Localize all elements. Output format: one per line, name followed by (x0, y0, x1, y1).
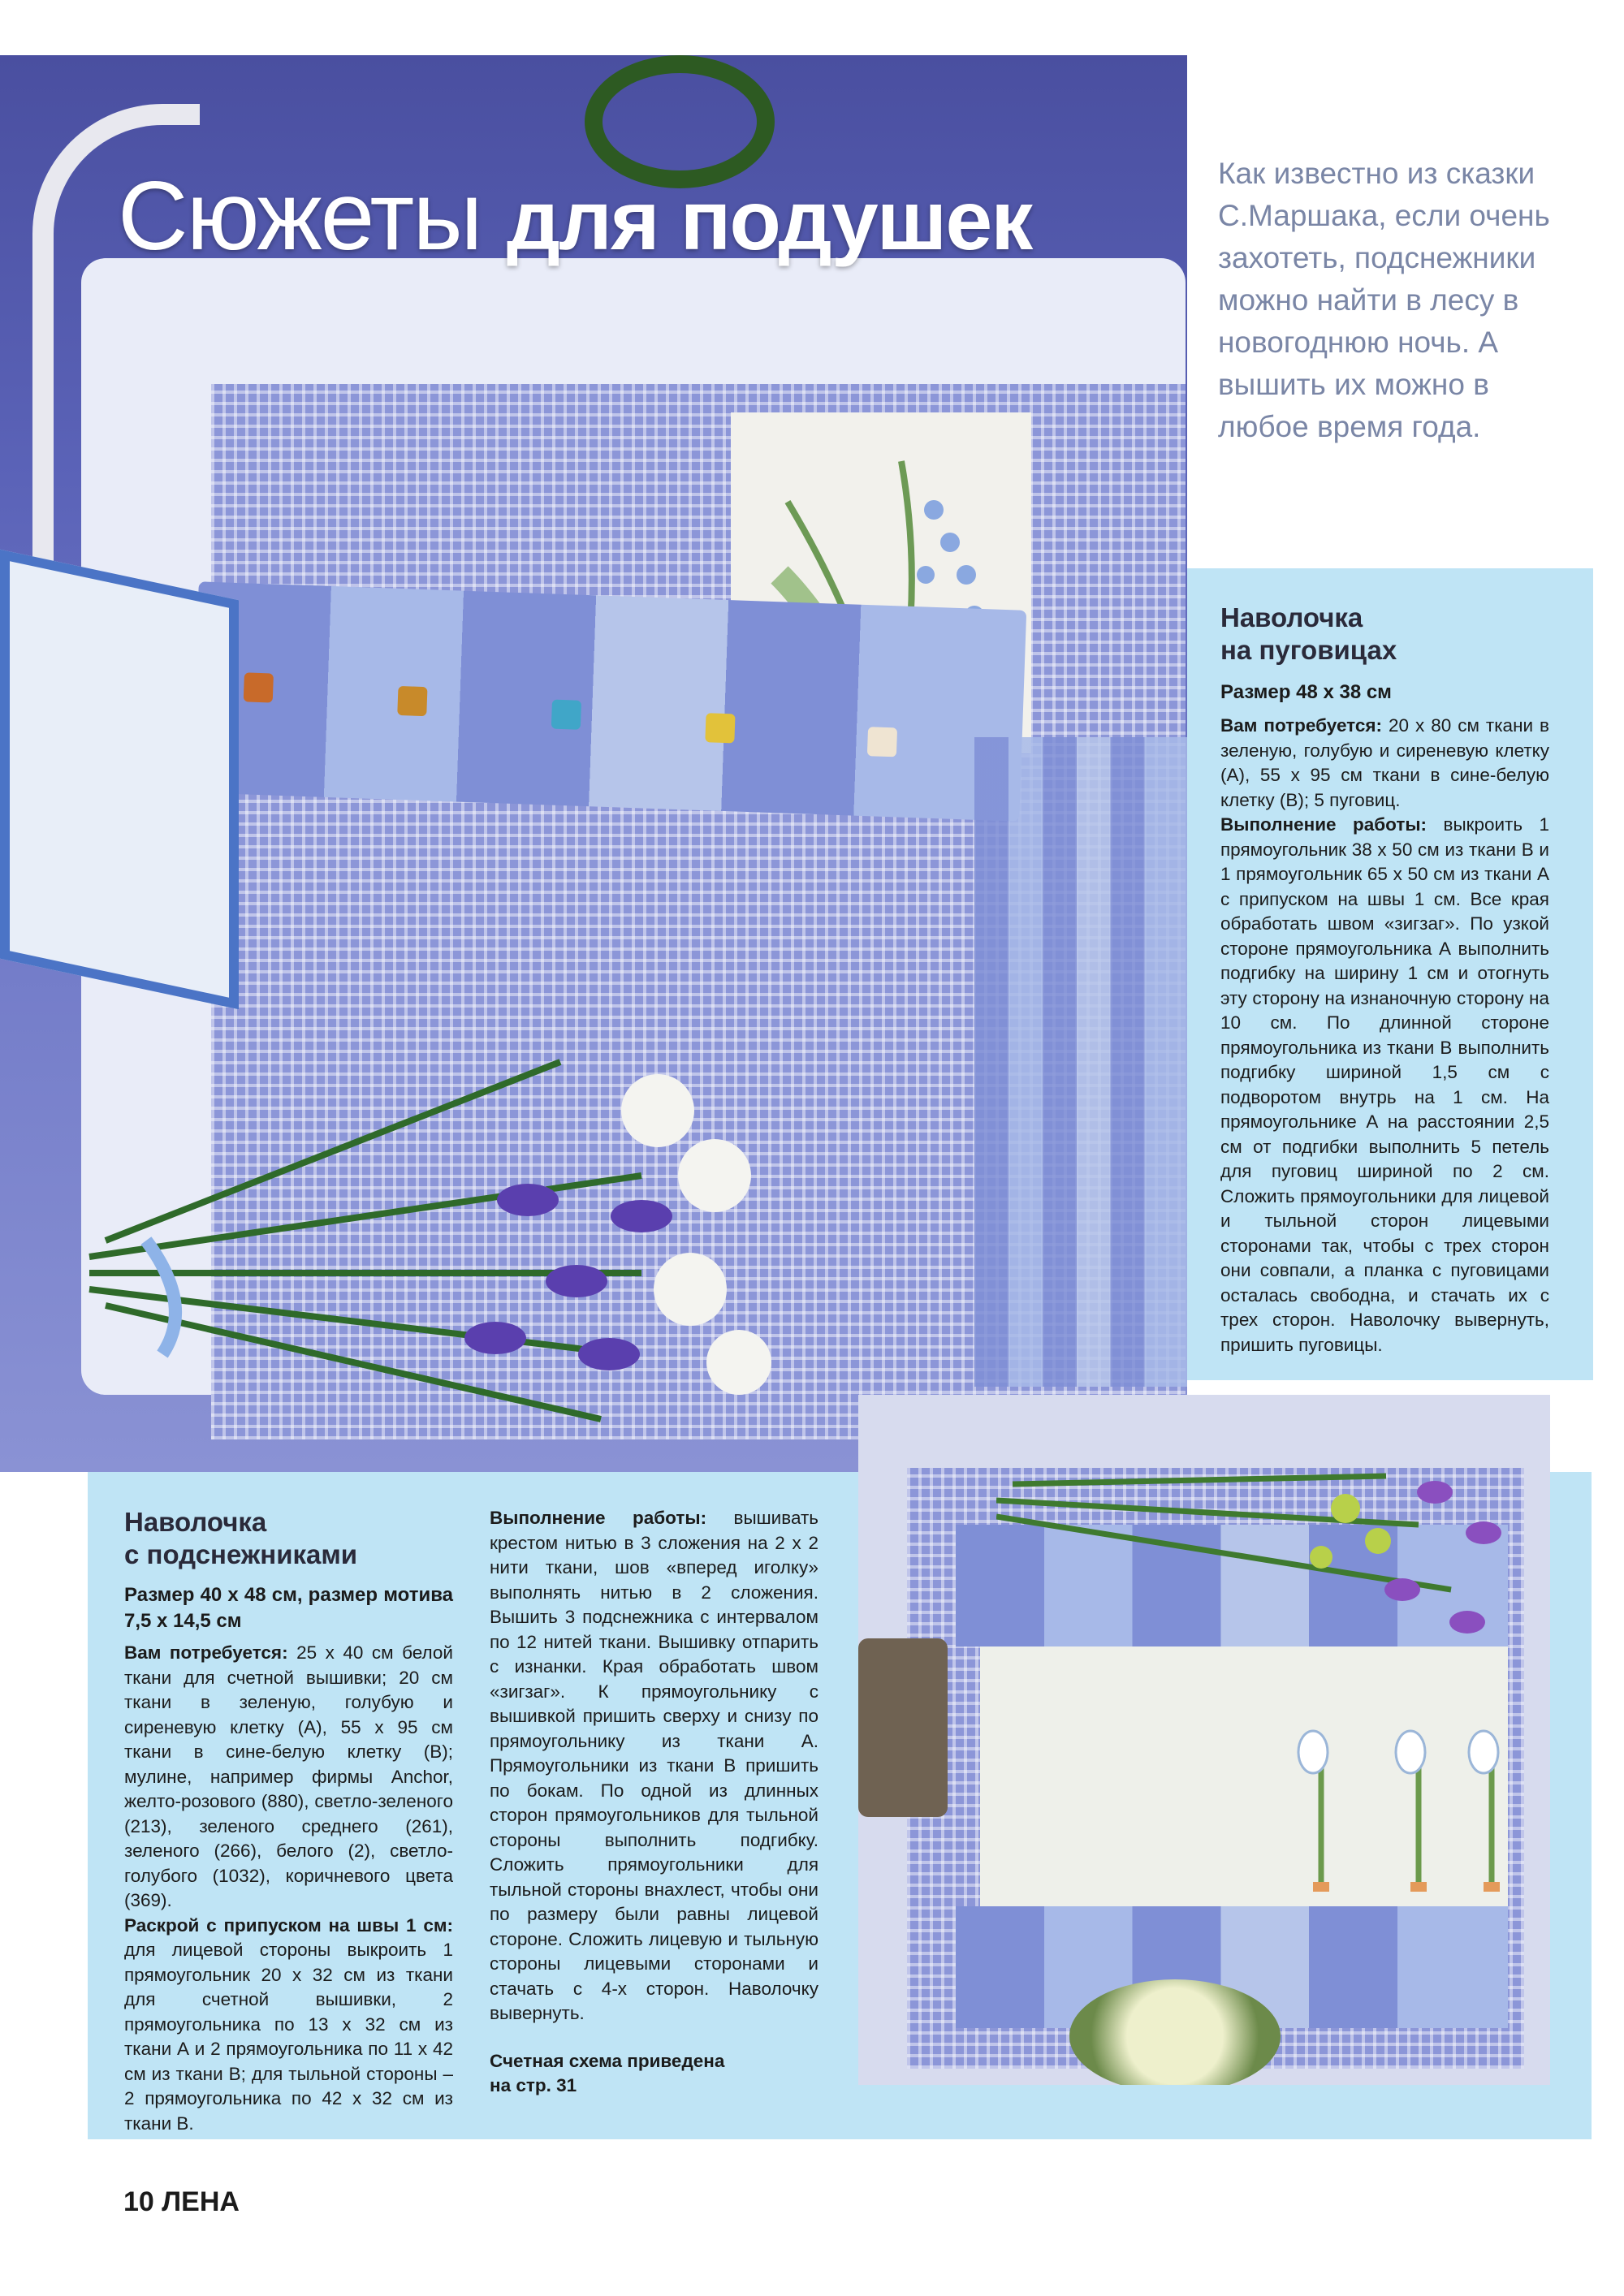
pot-of-herbs (858, 1638, 948, 1817)
side-pillow (974, 737, 1187, 1387)
needs-label: Вам потребуется: (1220, 715, 1383, 736)
heading-line: с подснежниками (124, 1539, 358, 1569)
section1-content (1220, 602, 1549, 1357)
bellflower-bouquet (996, 1427, 1524, 1671)
scheme-note (490, 2049, 818, 2099)
cut-text: для лицевой стороны выкроить 1 прямоугольник 20 х 32 см из ткани для счетной вышивки, 2 прямоугольника по 13 х 32 см из ткани А и 2 прямоугольника по 11 х 42 см из ткани В; для тыльной стороны – 2 прямоугольника по 42 х 32 см из ткани В. (124, 1940, 453, 2134)
section1-size: Размер 48 х 38 см (1220, 681, 1392, 703)
section1-heading (1220, 602, 1549, 667)
embroidered-panel (980, 1646, 1508, 1906)
article-title (118, 159, 1031, 278)
section2-cut (124, 1914, 453, 2137)
hero-photo (0, 55, 1187, 1472)
heading-line: Наволочка (124, 1507, 267, 1537)
painted-table (0, 550, 239, 1009)
scheme-line: Счетная схема приведена (490, 2050, 725, 2071)
flower-bouquet (73, 1013, 804, 1472)
work-label: Выполнение работы: (490, 1508, 707, 1528)
button (705, 713, 735, 743)
section2-heading (124, 1506, 453, 1571)
needs-text: 20 х 80 см ткани в зеленую, голубую и сиреневую клетку (А), 55 х 95 см ткани в сине-белую клетку (В); 5 пуговиц. (1220, 715, 1549, 810)
button-flap (192, 581, 1026, 821)
title-light: Сюжеты (118, 162, 482, 270)
button (867, 727, 897, 757)
section1-needs (1220, 714, 1549, 813)
section2-col1 (124, 1506, 453, 2136)
section2-col2 (490, 1506, 818, 2099)
work-text: выкроить 1 прямоугольник 38 х 50 см из ткани В и 1 прямоугольник 65 х 50 см из ткани А с припуском на швы 1 см. Все края обработать швом «зигзаг». По узкой стороне прямоугольника А выполнить подгибку на ширину 1 см и отогнуть эту сторону на изнаночную сторону на 10 см. По длинной стороне прямоугольника из ткани В выполнить подгибку шириной 1,5 см с подворотом внутрь на 1 см. На прямоугольнике А на расстоянии 2,5 см от подгибки выполнить 5 петель для пуговиц шириной по 2 см. Сложить прямоугольники для лицевой и тыльной сторон лицевыми сторонами так, чтобы с трех сторон они совпали, а планка с пуговицами осталась свободна, и стачать их с трех сторон. Наволочку вывернуть, пришить пуговицы. (1220, 814, 1550, 1355)
section2-size: Размер 40 х 48 см, размер мотива 7,5 х 14,5 см (124, 1584, 453, 1632)
button (397, 686, 427, 716)
section2-needs (124, 1641, 453, 1914)
button (551, 700, 581, 730)
title-bold: для подушек (506, 174, 1032, 268)
work-text: вышивать крестом нитью в 3 сложения на 2 х 2 нити ткани, шов «вперед иголку» выполнять нитью в 2 сложения. Вышить 3 подснежника с интервалом по 12 нитей ткани. Вышивку отпарить с изнанки. Края обработать швом «зигзаг». К прямоугольнику с вышивкой пришить сверху и снизу по прямоугольнику из ткани А. Прямоугольники из ткани В пришить по бокам. По одной из длинных сторон прямоугольников для тыльной стороны выполнить подгибку. Сложить прямоугольники для тыльной стороны внахлест, чтобы они по размеру были равны лицевой стороне. Сложить лицевую и тыльную стороны лицевыми сторонами и стачать с 4-х сторон. Наволочку вывернуть. (490, 1508, 818, 2023)
yarrow-bunch (1069, 1979, 1281, 2085)
snowdrop-pillow-photo (858, 1395, 1550, 2085)
button (244, 672, 274, 702)
page-number: 10 (123, 2186, 154, 2217)
scheme-line: на стр. 31 (490, 2075, 577, 2095)
heading-line: Наволочка (1220, 602, 1363, 632)
work-label: Выполнение работы: (1220, 814, 1427, 835)
needs-text: 25 х 40 см белой ткани для счетной вышивки; 20 см ткани в зеленую, голубую и сиреневую клетку (А), 55 х 95 см ткани в сине-белую клетку (В); мулине, например фирмы Anchor, желто-розового (880), светло-зеленого (213), зеленого среднего (261), зеленого (266), белого (2), светло-голубого (1032), коричневого цвета (369). (124, 1642, 453, 1910)
needs-label: Вам потребуется: (124, 1642, 288, 1663)
heading-line: на пуговицах (1220, 635, 1397, 665)
section1-work (1220, 813, 1549, 1357)
intro-text: Как известно из сказки С.Маршака, если очень захотеть, подснежники можно найти в лесу в новогоднюю ночь. А вышить их можно в любое время года. (1218, 157, 1550, 443)
page-footer (123, 2186, 240, 2218)
magazine-name: ЛЕНА (162, 2186, 240, 2217)
cut-label: Раскрой с припуском на швы 1 см: (124, 1914, 453, 1936)
section2-work (490, 1506, 818, 2026)
